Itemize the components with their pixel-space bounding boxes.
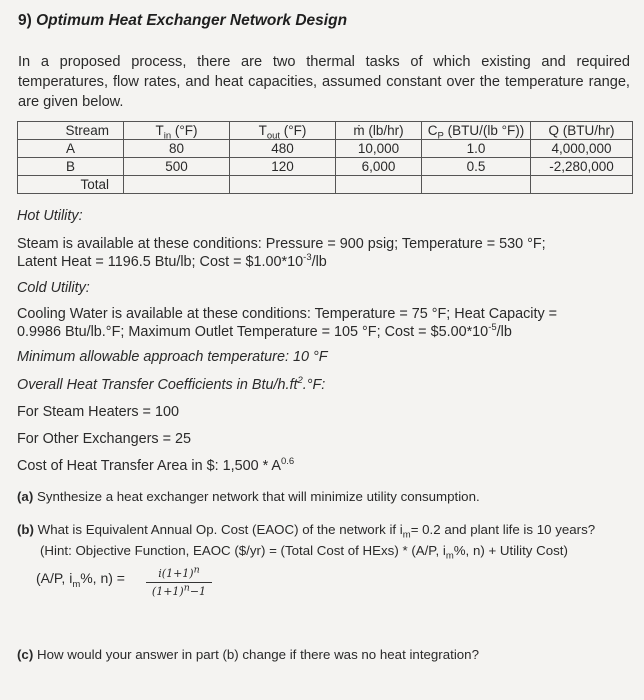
hot-utility-line1: Steam is available at these conditions: Pressure = 900 psig; Temperature = 530 °F; <box>17 236 546 252</box>
cell-stream: A <box>18 140 124 158</box>
hot-utility-line2: Latent Heat = 1196.5 Btu/lb; Cost = $\$1.00*10^{-3}/lb$ <box>17 252 327 270</box>
header-stream: Stream <box>18 122 124 140</box>
header-tout: $T_{out}$ (°F) <box>230 122 336 140</box>
capital-recovery-formula-lhs: (A/P, $i_m\%$, n) = <box>36 570 125 590</box>
question-c: (c) How would your answer in part (b) change if there was no heat integration? <box>17 647 479 662</box>
header-tin: $T_{in}$ (°F) <box>124 122 230 140</box>
question-b: (b) What is Equivalent Annual Op. Cost (EAOC) of the network if $i_m= 0.2$ and plant life is 10 years? <box>17 522 596 541</box>
table-row <box>18 140 633 158</box>
problem-number: 9) <box>18 12 32 29</box>
cell-cp: 0.5 <box>422 158 531 176</box>
question-a: (a) Synthesize a heat exchanger network that will minimize utility consumption. <box>17 489 480 504</box>
cell-tout: 120 <box>230 158 336 176</box>
coefficients-heading: Overall Heat Transfer Coefficients in Btu/$h.ft^2.^\circ F$: <box>17 375 326 393</box>
other-exchangers-coefficient: For Other Exchangers = 25 <box>17 431 191 447</box>
problem-title <box>18 12 347 30</box>
cell-flow: 6,000 <box>336 158 422 176</box>
steam-heaters-coefficient: For Steam Heaters = 100 <box>17 404 179 420</box>
cell-q: 4,000,000 <box>531 140 633 158</box>
problem-title-text: Optimum Heat Exchanger Network Design <box>36 12 348 29</box>
cell-cp: 1.0 <box>422 140 531 158</box>
cell-tin: 500 <box>124 158 230 176</box>
hot-utility-heading: Hot Utility: <box>17 208 83 224</box>
fraction-denominator: $(1+1)^n-1$ <box>151 582 207 598</box>
cell-stream: B <box>18 158 124 176</box>
cell-tin: 80 <box>124 140 230 158</box>
capital-recovery-fraction <box>146 564 212 598</box>
header-flow: ṁ (lb/hr) <box>336 122 422 140</box>
cell-q: -2,280,000 <box>531 158 633 176</box>
cold-utility-line2: 0.9986 Btu/lb.°F; Maximum Outlet Temperature = 105 °F; Cost = $\$5.00*10^{-5}/lb$ <box>17 322 512 340</box>
table-header-row <box>18 122 633 140</box>
question-b-hint: (Hint: Objective Function, EAOC ($/yr) = (Total Cost of HExs) * (A/P, $i_m\%$, n) + Utility Cost) <box>40 543 568 562</box>
header-q: Q (BTU/hr) <box>531 122 633 140</box>
table-total-row <box>18 176 633 194</box>
cell-tout: 480 <box>230 140 336 158</box>
cell-flow: 10,000 <box>336 140 422 158</box>
problem-intro: In a proposed process, there are two thermal tasks of which existing and required temperatures, flow rates, and heat capacities, assumed constant over the temperature range, are given below. <box>18 54 630 110</box>
total-label: Total <box>18 176 124 194</box>
area-cost: Cost of Heat Transfer Area in $: $1,500 * A^{0.6}$ <box>17 456 295 474</box>
header-cp: $C_P$ (BTU/(lb °F)) <box>422 122 531 140</box>
cold-utility-heading: Cold Utility: <box>17 280 90 296</box>
fraction-numerator: $i(1+1)^n$ <box>146 567 212 583</box>
approach-temperature: Minimum allowable approach temperature: 10 °F <box>17 349 328 365</box>
cold-utility-line1: Cooling Water is available at these conditions: Temperature = 75 °F; Heat Capacity = <box>17 306 558 322</box>
table-row <box>18 158 633 176</box>
stream-table <box>17 121 633 194</box>
